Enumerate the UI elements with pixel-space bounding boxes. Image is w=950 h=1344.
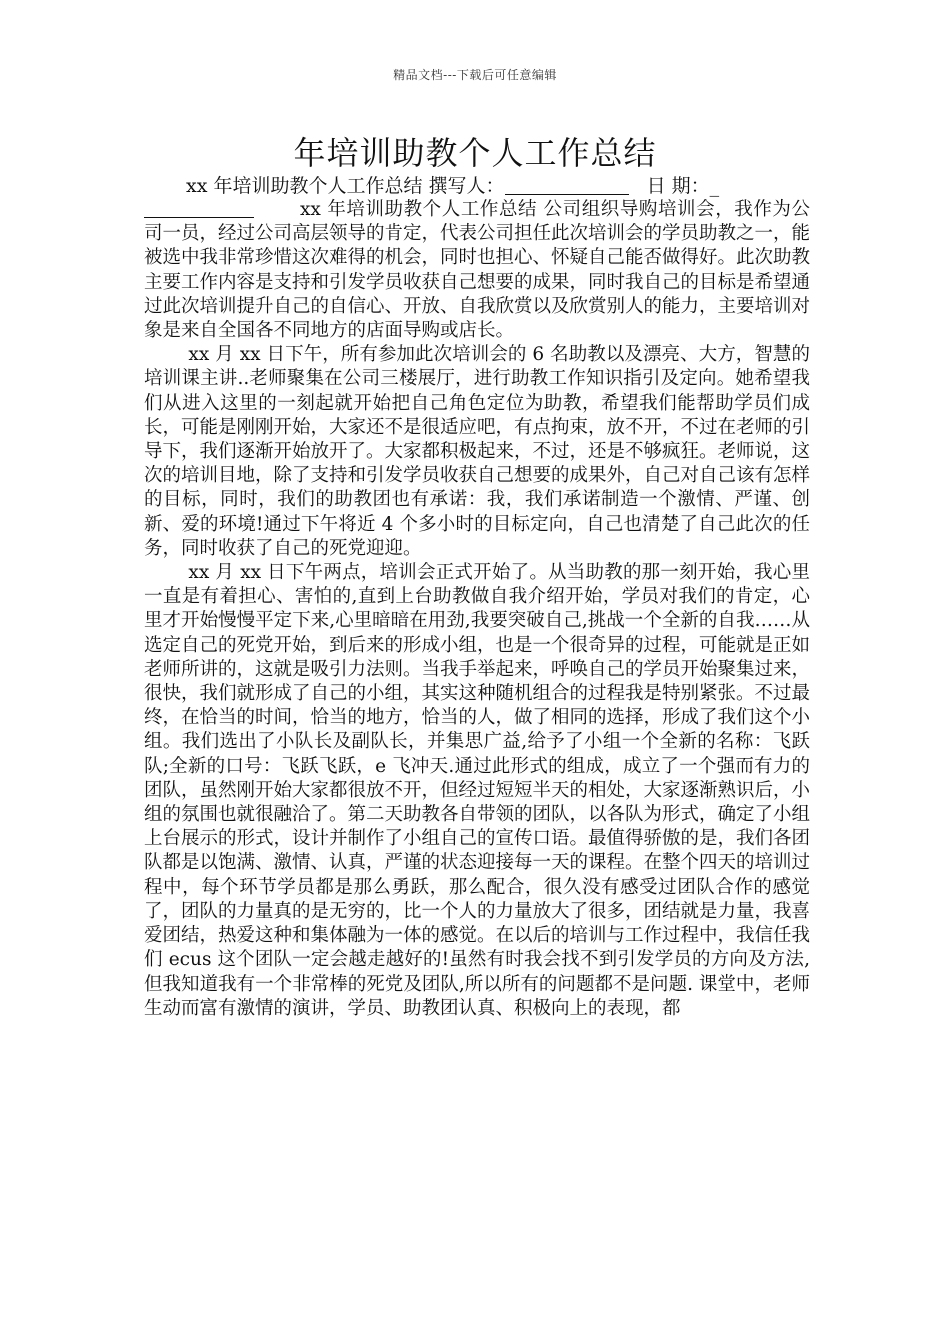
page-header-note: 精品文档---下载后可任意编辑 — [393, 68, 557, 82]
paragraph-1-text: xx 年培训助教个人工作总结 公司组织导购培训会，我作为公司一员，经过公司高层领导的肯定，代表公司担任此次培训会的学员助教之一，能被选中我非常珍惜这次难得的机会，同时也担心、怀疑自己能否做得好。此次助教主要工作内容是支持和引发学员收获自己想要的成果，同时我自己的目标是希望通过此次培训提升自己的自信心、开放、自我欣赏以及欣赏别人的能力，主要培训对象是来自全国各不同地方的店面导购或店长。 — [144, 199, 811, 342]
date-label: 日 期： — [646, 175, 710, 197]
body-paragraph-3: xx 月 xx 日下午两点，培训会正式开始了。从当助教的那一刻开始，我心里一直是有着担心、害怕的,直到上台助教做自我介绍开始，学员对我们的肯定，心里才开始慢慢平定下来,心里暗暗在用劲,我要突破自己,挑战一个全新的自我……从选定自己的死党开始，到后来的形成小组，也是一个很奇异的过程，可能就是正如老师所讲的，这就是吸引力法则。当我手举起来，呼唤自己的学员开始聚集过来，很快，我们就形成了自己的小组，其实这种随机组合的过程我是特别紧张。不过最终，在恰当的时间，恰当的地方，恰当的人，做了相同的选择，形成了我们这个小组。我们选出了小队长及副队长，并集思广益,给予了小组一个全新的名称：飞跃队;全新的口号：飞跃飞跃，e 飞冲天.通过此形式的组成，成立了一个强而有力的团队，虽然刚开始大家都很放不开，但经过短短半天的相处，大家逐渐熟识后，小组的氛围也就很融洽了。第二天助教各自带领的团队，以各队为形式，确定了小组上台展示的形式，设计并制作了小组自己的宣传口语。最值得骄傲的是，我们各团队都是以饱满、激情、认真，严谨的状态迎接每一天的课程。在整个四天的培训过程中，每个环节学员都是那么勇跃，那么配合，很久没有感受过团队合作的感觉了，团队的力量真的是无穷的，比一个人的力量放大了很多，团结就是力量，我喜爱团结，热爱这种和集体融为一体的感觉。在以后的培训与工作过程中，我信任我们 ecus 这个团队一定会越走越好的!虽然有时我会找不到引发学员的方向及方法,但我知道我有一个非常棒的死党及团队,所以所有的问题都不是问题. 课堂中，老师生动而富有激情的演讲，学员、助教团认真、积极向上的表现，都 — [144, 562, 811, 1019]
author-label: xx 年培训助教个人工作总结 撰写人： — [186, 175, 505, 197]
body-paragraph-1 — [144, 198, 810, 343]
date-blank-continued — [144, 199, 254, 218]
body-paragraph-2: xx 月 xx 日下午，所有参加此次培训会的 6 名助教以及漂亮、大方，智慧的培训课主讲..老师聚集在公司三楼展厅，进行助教工作知识指引及定向。她希望我们从进入这里的一刻起就开始把自己角色定位为助教，希望我们能帮助学员们成长，可能是刚刚开始，大家还不是很适应吧，有点拘束，放不开，不过在老师的引导下，我们逐渐开始放开了。大家都积极起来，不过，还是不够疯狂。老师说，这次的培训目地，除了支持和引发学员收获自己想要的成果外，自己对自己该有怎样的目标，同时，我们的助教团也有承诺：我，我们承诺制造一个激情、严谨、创新、爱的环境!通过下午将近 4 个多小时的目标定向，自己也清楚了自己此次的任务，同时收获了自己的死党迎迎。 — [144, 344, 811, 559]
document-body — [144, 198, 810, 1021]
author-blank — [505, 176, 629, 195]
document-title: 年培训助教个人工作总结 — [293, 134, 657, 172]
date-blank-start: _ — [709, 175, 720, 197]
author-date-line — [186, 174, 826, 198]
